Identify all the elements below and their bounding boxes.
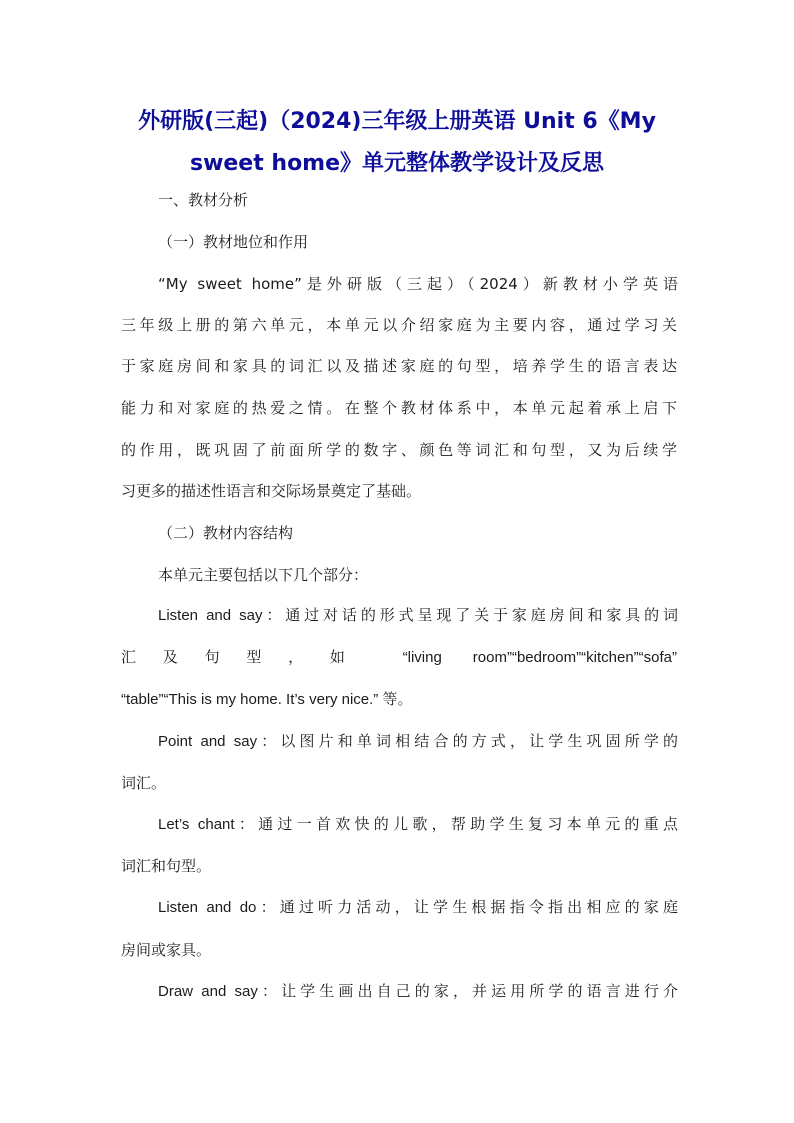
paragraph-line: 词汇。 (121, 774, 167, 792)
paragraph-line: 词汇和句型。 (121, 857, 212, 875)
paragraph-line: 于家庭房间和家具的词汇以及描述家庭的句型，培养学生的语言表达 (121, 357, 677, 375)
paragraph-line: “My sweet home”是外研版（三起）（2024）新教材小学英语 (158, 275, 678, 293)
paragraph-line: Listen and say：通过对话的形式呈现了关于家庭房间和家具的词 (158, 607, 678, 624)
paragraph-line: 能力和对家庭的热爱之情。在整个教材体系中，本单元起着承上启下 (121, 399, 677, 417)
paragraph-line: 本单元主要包括以下几个部分： (158, 566, 369, 584)
paragraph-line: Let’s chant：通过一首欢快的儿歌，帮助学生复习本单元的重点 (158, 816, 678, 833)
document-title-line-1: 外研版(三起)（2024)三年级上册英语 Unit 6《My (138, 109, 656, 134)
section-heading-1: 一、教材分析 (158, 191, 249, 209)
document-title-line-2: sweet home》单元整体教学设计及反思 (189, 151, 605, 176)
paragraph-line: Draw and say：让学生画出自己的家，并运用所学的语言进行介 (158, 983, 678, 1000)
paragraph-line: 习更多的描述性语言和交际场景奠定了基础。 (121, 482, 422, 500)
paragraph-line: Listen and do：通过听力活动，让学生根据指令指出相应的家庭 (158, 899, 678, 916)
paragraph-line: Point and say：以图片和单词相结合的方式，让学生巩固所学的 (158, 733, 678, 750)
subsection-heading-1: （一）教材地位和作用 (158, 233, 309, 251)
paragraph-line: 房间或家具。 (121, 941, 212, 959)
subsection-heading-2: （二）教材内容结构 (158, 524, 294, 542)
paragraph-line: 三年级上册的第六单元，本单元以介绍家庭为主要内容，通过学习关 (121, 316, 677, 334)
paragraph-line: 汇及句型，如 “living room”“bedroom”“kitchen”“sofa” (121, 649, 677, 666)
paragraph-line: 的作用，既巩固了前面所学的数字、颜色等词汇和句型，又为后续学 (121, 441, 677, 459)
paragraph-line: “table”“This is my home. It’s very nice.” 等。 (121, 691, 413, 708)
